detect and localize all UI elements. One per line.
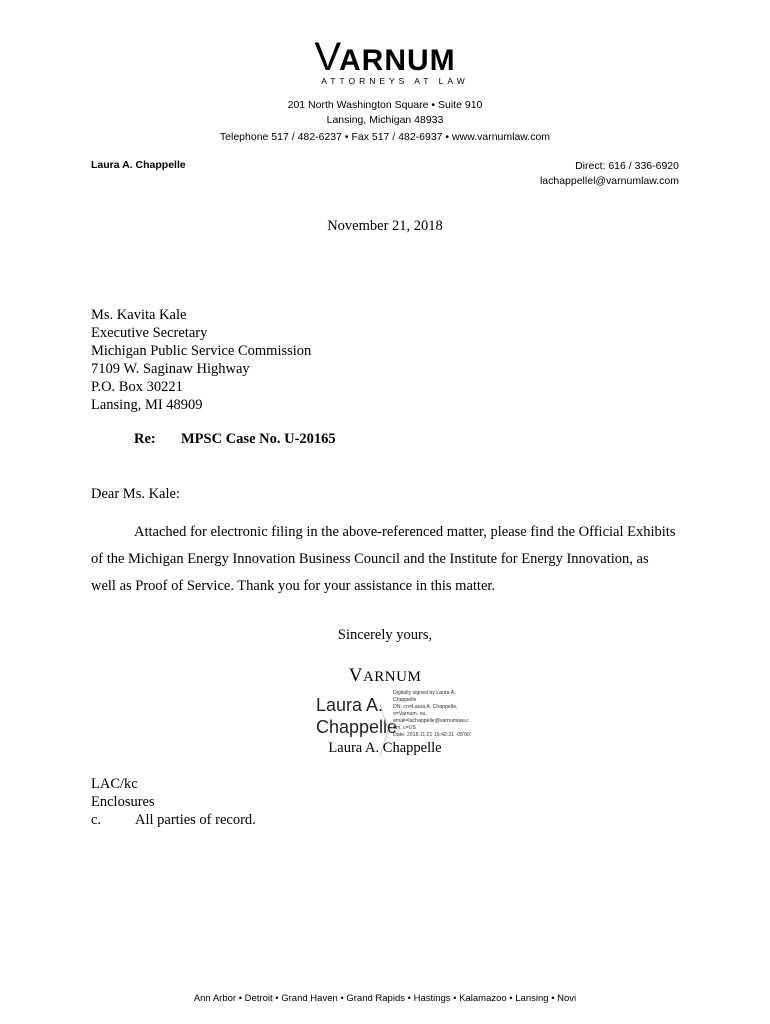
body-line: Attached for electronic filing in the above-referenced matter, please find the Official Exhibits [134,524,676,540]
body-line: of the Michigan Energy Innovation Business Council and the Institute for Energy Innovation, as [91,551,649,567]
closing: Sincerely yours, [337,627,433,643]
recipient-line: Ms. Kavita Kale [91,307,187,323]
firm-logo-initial: V [314,35,340,79]
cc-line: c. All parties of record. [91,812,256,828]
signer-typed-name: Laura A. Chappelle [328,740,442,756]
firm-logo [0,35,770,88]
address-line-1: 201 North Washington Square • Suite 910 [287,99,483,111]
recipient-line: P.O. Box 30221 [91,379,183,395]
letter-date: November 21, 2018 [327,218,443,234]
signature-firm-name: VARNUM [348,665,422,686]
sender-name: Laura A. Chappelle [91,159,186,171]
recipient-line: Executive Secretary [91,325,208,341]
office-locations: Ann Arbor • Detroit • Grand Haven • Grand Rapids • Hastings • Kalamazoo • Lansing • Novi [193,993,577,1004]
body-paragraph [91,519,691,600]
address-line-2: Lansing, Michigan 48933 [326,114,444,126]
body-line: well as Proof of Service. Thank you for your assistance in this matter. [91,578,496,594]
digital-signature-name: Laura A. Chappelle [316,695,398,737]
recipient-line: Lansing, MI 48909 [91,397,203,413]
digital-signature-details: Digitally signed by Laura A. Chappelle DN: cn=Laura A. Chappelle, o=Varnum, ou, email=lachappelle@varnumlaw.c om, c=US Date: 2018.11.21 15:42:31 -05'00' [393,690,471,738]
firm-tagline: ATTORNEYS AT LAW [321,76,469,86]
footer-notations [91,775,256,829]
sender-email: lachappellel@varnumlaw.com [539,175,679,187]
re-subject: MPSC Case No. U-20165 [181,431,336,447]
direct-phone: Direct: 616 / 336-6920 [575,160,679,172]
sender-contact [540,159,679,189]
re-label: Re: [134,431,156,447]
salutation: Dear Ms. Kale: [91,486,180,502]
recipient-address [91,306,311,414]
contact-line: Telephone 517 / 482-6237 • Fax 517 / 482-6937 • www.varnumlaw.com [219,131,551,143]
firm-logo-name: ARNUM [339,44,456,77]
recipient-line: 7109 W. Saginaw Highway [91,361,250,377]
typist-initials: LAC/kc [91,776,138,792]
firm-logo-wordmark [0,35,770,79]
recipient-line: Michigan Public Service Commission [91,343,312,359]
enclosures-note: Enclosures [91,794,155,810]
